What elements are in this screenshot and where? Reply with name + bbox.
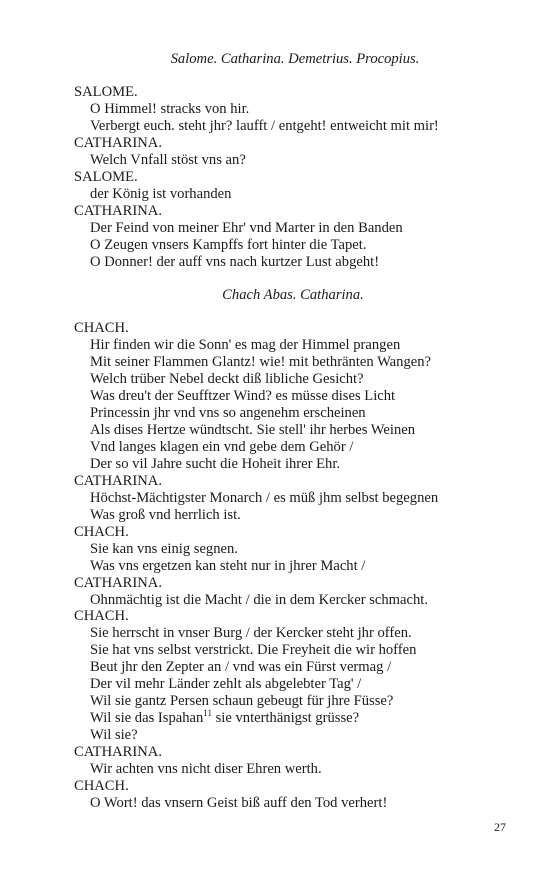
verse-text: Sie herrscht in vnser Burg / der Kercker steht jhr offen. bbox=[90, 625, 412, 642]
verse-line bbox=[74, 422, 514, 439]
verse-line bbox=[74, 727, 514, 744]
verse-text: Was groß vnd herrlich ist. bbox=[90, 506, 241, 523]
verse-line bbox=[74, 693, 514, 710]
speaker-label: CHACH. bbox=[74, 608, 129, 625]
verse-line bbox=[74, 456, 514, 473]
verse-text: Als dises Hertze wündtscht. Sie stell' ihr herbes Weinen bbox=[90, 421, 416, 438]
verse-text: Princessin jhr vnd vns so angenehm erscheinen bbox=[90, 404, 366, 421]
verse-text: O Wort! das vnsern Geist biß auff den Tod verhert! bbox=[90, 795, 388, 812]
speaker-name bbox=[74, 169, 514, 186]
verse-text: Wir achten vns nicht diser Ehren werth. bbox=[90, 761, 322, 778]
verse-line bbox=[74, 490, 514, 507]
verse-line bbox=[74, 659, 514, 676]
verse-text: Vnd langes klagen ein vnd gebe dem Gehör / bbox=[90, 438, 354, 455]
verse-text: Wil sie das Ispahan bbox=[90, 710, 204, 727]
verse-line bbox=[74, 558, 514, 575]
verse-line bbox=[74, 439, 514, 456]
verse-line bbox=[74, 220, 514, 237]
speaker-name bbox=[74, 135, 514, 152]
speaker-label: CATHARINA. bbox=[74, 744, 162, 761]
speaker-label: CATHARINA. bbox=[74, 202, 162, 219]
verse-line bbox=[74, 642, 514, 659]
speaker-name bbox=[74, 778, 514, 795]
verse-line bbox=[74, 625, 514, 642]
scene-text bbox=[74, 84, 514, 271]
verse-line bbox=[74, 152, 514, 169]
speaker-name bbox=[74, 473, 514, 490]
speaker-name bbox=[74, 320, 514, 337]
verse-line bbox=[74, 541, 514, 558]
scene-heading: Salome. Catharina. Demetrius. Procopius. bbox=[170, 51, 420, 67]
verse-text: O Zeugen vnsers Kampffs fort hinter die Tapet. bbox=[90, 236, 367, 253]
speaker-name bbox=[74, 744, 514, 761]
verse-line bbox=[74, 676, 514, 693]
verse-text: Hir finden wir die Sonn' es mag der Himmel prangen bbox=[90, 336, 401, 353]
verse-text: Beut jhr den Zepter an / vnd was ein Fürst vermag / bbox=[90, 659, 392, 676]
verse-text: Wil sie? bbox=[90, 727, 138, 744]
verse-line bbox=[74, 592, 514, 609]
verse-line bbox=[74, 710, 514, 727]
scene-heading: Chach Abas. Catharina. bbox=[222, 287, 364, 303]
verse-text: der König ist vorhanden bbox=[90, 185, 232, 202]
verse-text: Welch Vnfall stöst vns an? bbox=[90, 151, 246, 168]
verse-text-continued: sie vnterthänigst grüsse? bbox=[211, 710, 360, 727]
speaker-label: CHACH. bbox=[74, 523, 129, 540]
verse-line bbox=[74, 118, 514, 135]
verse-text: O Himmel! stracks von hir. bbox=[90, 100, 250, 117]
verse-text: Ohnmächtig ist die Macht / die in dem Kercker schmacht. bbox=[90, 591, 428, 608]
verse-line bbox=[74, 254, 514, 271]
speaker-label: CATHARINA. bbox=[74, 574, 162, 591]
speaker-label: CHACH. bbox=[74, 778, 129, 795]
verse-text: Mit seiner Flammen Glantz! wie! mit bethränten Wangen? bbox=[90, 353, 432, 370]
verse-text: Der Feind von meiner Ehr' vnd Marter in den Banden bbox=[90, 219, 403, 236]
verse-line bbox=[74, 388, 514, 405]
verse-line bbox=[74, 101, 514, 118]
verse-line bbox=[74, 237, 514, 254]
verse-line bbox=[74, 337, 514, 354]
verse-text: Was dreu't der Seufftzer Wind? es müsse dises Licht bbox=[90, 387, 396, 404]
verse-text: Wil sie gantz Persen schaun gebeugt für jhre Füsse? bbox=[90, 693, 394, 710]
verse-text: Was vns ergetzen kan steht nur in jhrer Macht / bbox=[90, 557, 366, 574]
speaker-label: CATHARINA. bbox=[74, 134, 162, 151]
verse-line bbox=[74, 186, 514, 203]
verse-text: Welch trüber Nebel deckt diß libliche Gesicht? bbox=[90, 370, 364, 387]
speaker-name bbox=[74, 608, 514, 625]
page-number: 27 bbox=[494, 820, 506, 834]
scene-text bbox=[74, 320, 514, 812]
verse-line bbox=[74, 371, 514, 388]
verse-line bbox=[74, 761, 514, 778]
speaker-name bbox=[74, 575, 514, 592]
verse-line bbox=[74, 354, 514, 371]
verse-text: Sie kan vns einig segnen. bbox=[90, 540, 238, 557]
verse-line bbox=[74, 507, 514, 524]
verse-text: Höchst-Mächtigster Monarch / es müß jhm selbst begegnen bbox=[90, 489, 439, 506]
verse-text: O Donner! der auff vns nach kurtzer Lust abgeht! bbox=[90, 253, 380, 270]
speaker-label: CATHARINA. bbox=[74, 472, 162, 489]
speaker-name bbox=[74, 203, 514, 220]
speaker-label: SALOME. bbox=[74, 84, 138, 100]
speaker-name bbox=[74, 84, 514, 101]
speaker-label: SALOME. bbox=[74, 168, 138, 185]
verse-text: Der vil mehr Länder zehlt als abgelebter Tag' / bbox=[90, 676, 362, 693]
verse-line bbox=[74, 795, 514, 812]
verse-text: Der so vil Jahre sucht die Hoheit ihrer Ehr. bbox=[90, 455, 341, 472]
verse-line bbox=[74, 405, 514, 422]
verse-text: Sie hat vns selbst verstrickt. Die Freyheit die wir hoffen bbox=[90, 642, 417, 659]
verse-text: Verbergt euch. steht jhr? laufft / entgeht! entweicht mit mir! bbox=[90, 117, 439, 134]
footnote-marker[interactable]: 11 bbox=[203, 708, 212, 719]
speaker-label: CHACH. bbox=[74, 320, 129, 336]
speaker-name bbox=[74, 524, 514, 541]
